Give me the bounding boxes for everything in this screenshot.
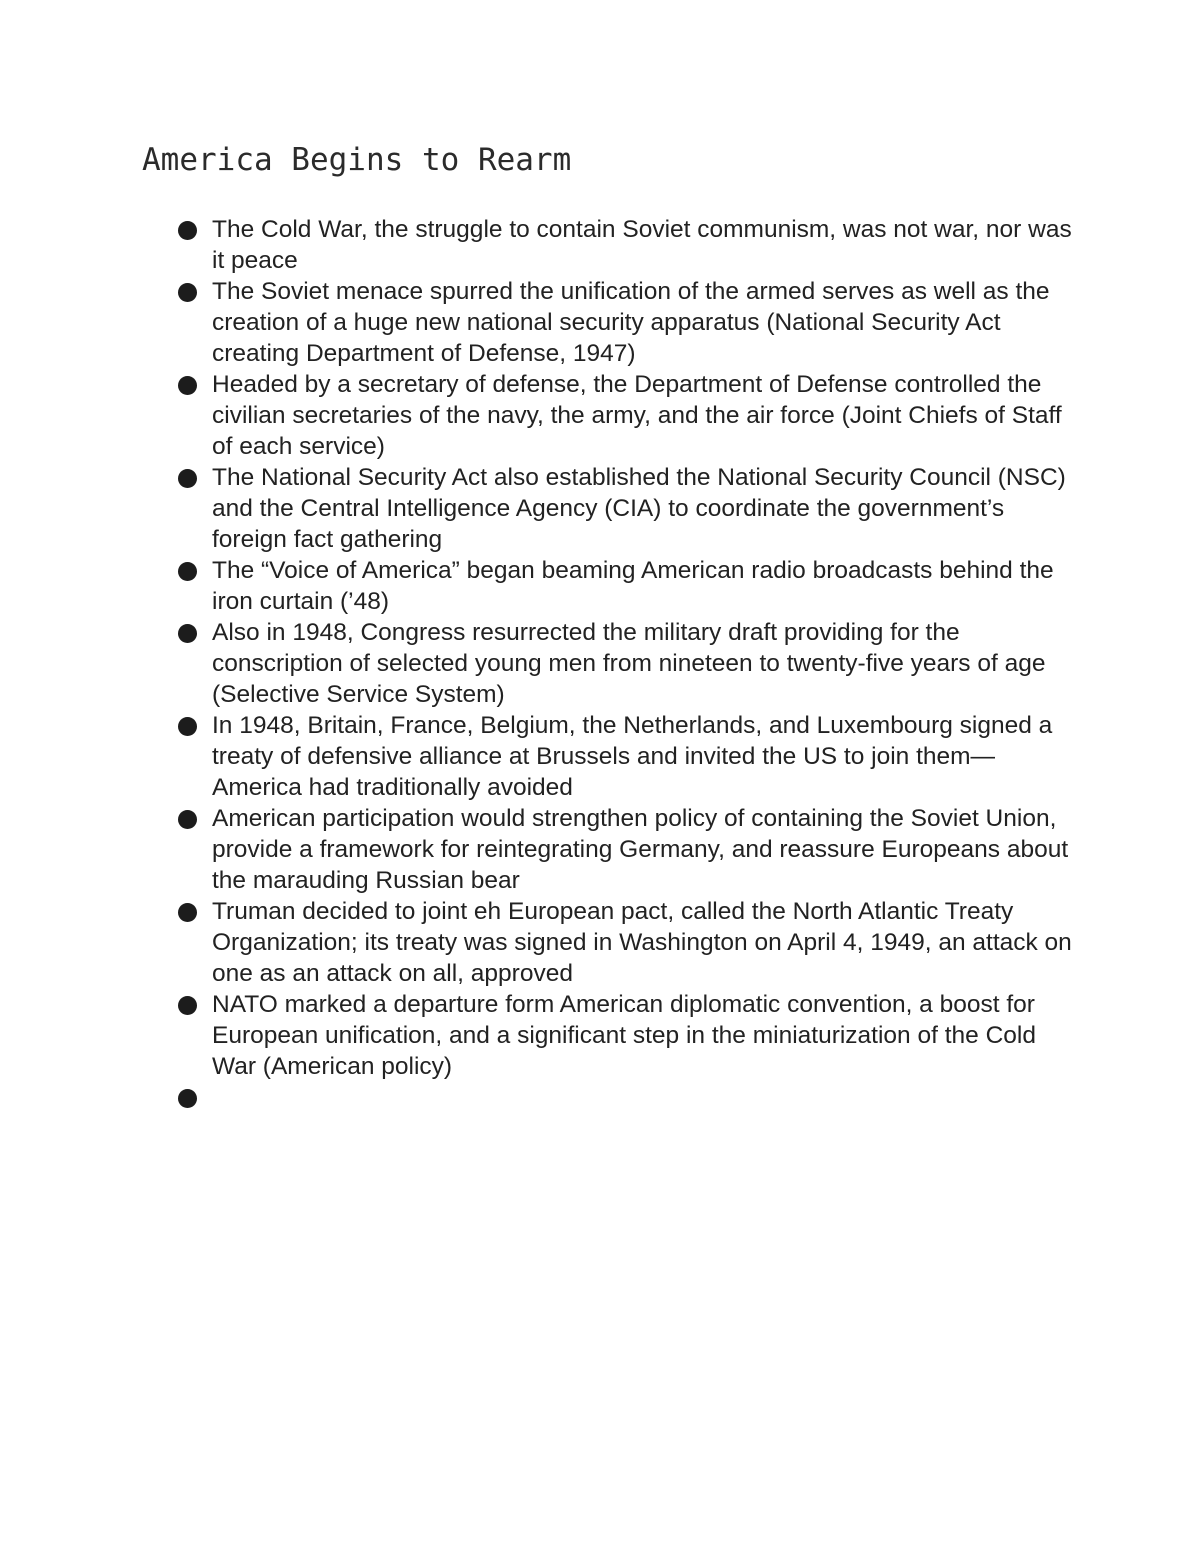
bullet-icon bbox=[178, 717, 197, 736]
list-item bbox=[176, 710, 1076, 803]
list-item bbox=[176, 896, 1076, 989]
list-item bbox=[176, 555, 1076, 617]
list-item-text: Truman decided to joint eh European pact, called the North Atlantic Treaty Organization; its treaty was signed in Washington on April 4, 1949, an attack on one as an attack on all, approved bbox=[212, 898, 1072, 987]
bullet-icon bbox=[178, 810, 197, 829]
bullet-icon bbox=[178, 1089, 197, 1108]
list-item bbox=[176, 214, 1076, 276]
list-item-text: The Soviet menace spurred the unification of the armed serves as well as the creation of a huge new national security apparatus (National Security Act creating Department of Defense, 1947) bbox=[212, 278, 1050, 367]
list-item-text: NATO marked a departure form American diplomatic convention, a boost for European unification, and a significant step in the miniaturization of the Cold War (American policy) bbox=[212, 991, 1036, 1080]
list-item-text: The National Security Act also established the National Security Council (NSC) and the Central Intelligence Agency (CIA) to coordinate the government’s foreign fact gathering bbox=[212, 464, 1066, 553]
list-item-empty bbox=[176, 1082, 1076, 1113]
bullet-icon bbox=[178, 624, 197, 643]
list-item-text: American participation would strengthen policy of containing the Soviet Union, provide a framework for reintegrating Germany, and reassure Europeans about the marauding Russian bear bbox=[212, 805, 1069, 894]
list-item bbox=[176, 369, 1076, 462]
bullet-icon bbox=[178, 283, 197, 302]
bullet-icon bbox=[178, 903, 197, 922]
bullet-list bbox=[176, 214, 1076, 1113]
document-title: America Begins to Rearm bbox=[142, 142, 572, 178]
bullet-icon bbox=[178, 376, 197, 395]
bullet-icon bbox=[178, 221, 197, 240]
list-item-text: Also in 1948, Congress resurrected the military draft providing for the conscription of selected young men from nineteen to twenty-five years of age (Selective Service System) bbox=[212, 619, 1046, 708]
bullet-icon bbox=[178, 469, 197, 488]
list-item bbox=[176, 989, 1076, 1082]
list-item bbox=[176, 462, 1076, 555]
list-item-text: The “Voice of America” began beaming American radio broadcasts behind the iron curtain (’48) bbox=[212, 557, 1054, 615]
bullet-icon bbox=[178, 996, 197, 1015]
list-item-text: Headed by a secretary of defense, the Department of Defense controlled the civilian secretaries of the navy, the army, and the air force (Joint Chiefs of Staff of each service) bbox=[212, 371, 1062, 460]
list-item bbox=[176, 617, 1076, 710]
list-item-text: The Cold War, the struggle to contain Soviet communism, was not war, nor was it peace bbox=[212, 216, 1072, 274]
bullet-icon bbox=[178, 562, 197, 581]
list-item bbox=[176, 276, 1076, 369]
list-item bbox=[176, 803, 1076, 896]
list-item-text: In 1948, Britain, France, Belgium, the Netherlands, and Luxembourg signed a treaty of defensive alliance at Brussels and invited the US to join them—America had traditionally avoided bbox=[212, 712, 1053, 801]
